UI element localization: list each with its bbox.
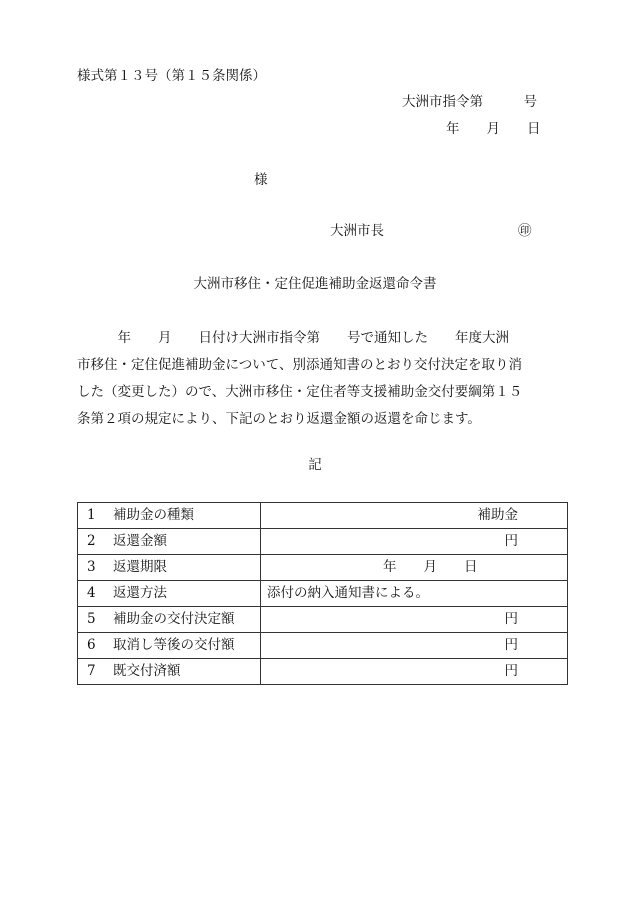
- row-value-cell: [261, 529, 568, 555]
- document-title: 大洲市移住・定住促進補助金返還命令書: [193, 276, 437, 292]
- row-value-cell: [261, 607, 568, 633]
- detail-table: [77, 502, 568, 685]
- row-item-cell: [78, 529, 261, 555]
- row-value: 円: [504, 611, 518, 627]
- body-line: 年 月 日付け大洲市指令第 号で通知した 年度大洲: [77, 330, 509, 346]
- table-row: [78, 555, 568, 581]
- row-item-cell: [78, 503, 261, 529]
- row-value: 年 月 日: [383, 559, 478, 575]
- row-number: 6: [87, 637, 96, 653]
- row-number: 2: [87, 533, 96, 549]
- row-value-cell: [261, 581, 568, 607]
- row-value: 円: [504, 533, 518, 549]
- row-item-cell: [78, 633, 261, 659]
- body-line: 条第２項の規定により、下記のとおり返還金額の返還を命じます。: [77, 411, 481, 427]
- form-number: 様式第１３号（第１５条関係）: [77, 68, 266, 84]
- row-number: 3: [87, 559, 96, 575]
- row-item-cell: [78, 555, 261, 581]
- row-number: 4: [87, 585, 96, 601]
- row-value-cell: [261, 633, 568, 659]
- row-label: 返還期限: [113, 559, 167, 575]
- row-value: 補助金: [477, 507, 518, 523]
- row-value-cell: [261, 503, 568, 529]
- row-value-cell: [261, 659, 568, 685]
- row-value-cell: [261, 555, 568, 581]
- row-item-cell: [78, 607, 261, 633]
- row-label: 返還方法: [113, 585, 167, 601]
- table-row: [78, 659, 568, 685]
- table-row: [78, 529, 568, 555]
- body-paragraph: [77, 325, 577, 433]
- row-label: 補助金の交付決定額: [113, 611, 235, 627]
- row-label: 既交付済額: [113, 663, 181, 679]
- order-number: 大洲市指令第 号: [402, 94, 537, 110]
- table-row: [78, 607, 568, 633]
- order-date: 年 月 日: [446, 121, 541, 137]
- seal-mark: ㊞: [518, 223, 532, 239]
- body-line: した（変更した）ので、大洲市移住・定住者等支援補助金交付要綱第１５: [77, 384, 523, 400]
- body-line: 市移住・定住促進補助金について、別添通知書のとおり交付決定を取り消: [77, 357, 522, 373]
- row-number: 5: [87, 611, 96, 627]
- row-item-cell: [78, 659, 261, 685]
- table-row: [78, 581, 568, 607]
- row-number: 7: [87, 663, 96, 679]
- row-label: 返還金額: [113, 533, 167, 549]
- issuer-name: 大洲市長: [330, 223, 384, 239]
- row-number: 1: [87, 507, 96, 523]
- table-row: [78, 633, 568, 659]
- table-row: [78, 503, 568, 529]
- row-item-cell: [78, 581, 261, 607]
- addressee-honorific: 様: [254, 172, 268, 188]
- row-label: 取消し等後の交付額: [113, 637, 235, 653]
- row-value: 添付の納入通知書による。: [267, 585, 429, 601]
- ki-heading: 記: [308, 457, 322, 473]
- row-label: 補助金の種類: [113, 507, 194, 523]
- row-value: 円: [504, 637, 518, 653]
- row-value: 円: [504, 663, 518, 679]
